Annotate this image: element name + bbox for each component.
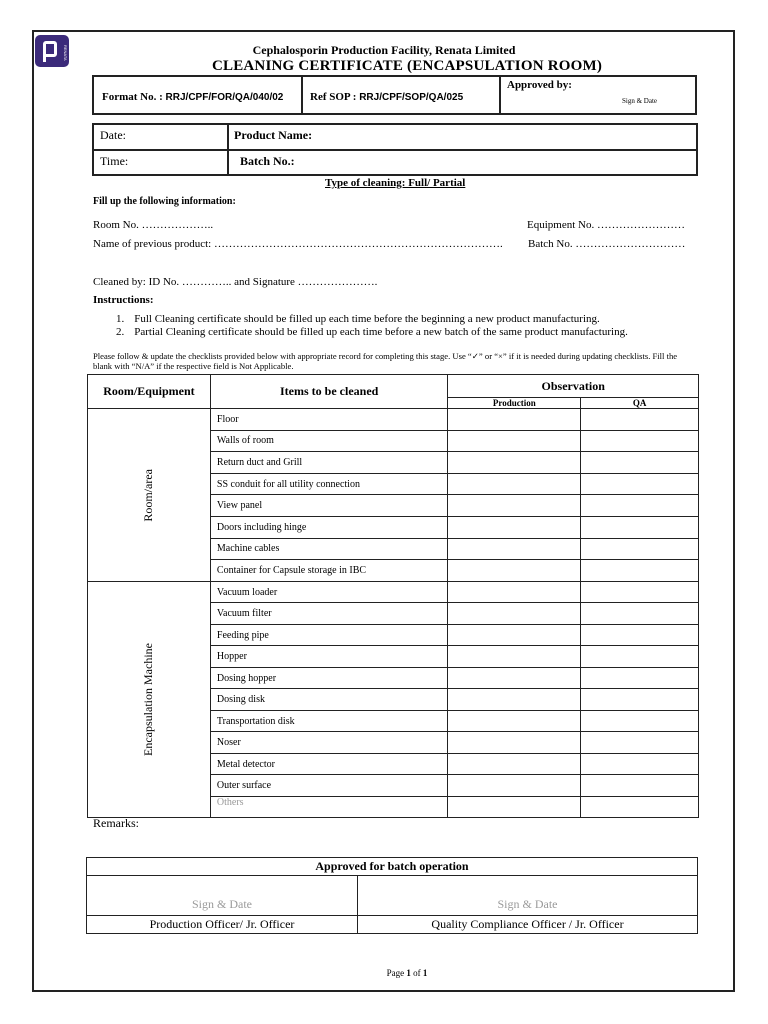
production-cell[interactable] [448,560,581,582]
qa-cell[interactable] [581,473,699,495]
type-of-cleaning: Type of cleaning: Full/ Partial [325,177,466,189]
ref-value: RRJ/CPF/SOP/QA/025 [359,92,464,103]
qa-cell[interactable] [581,603,699,625]
col-items-to-clean: Items to be cleaned [210,375,448,409]
qa-cell[interactable] [581,516,699,538]
production-cell[interactable] [448,495,581,517]
qa-cell[interactable] [581,796,699,818]
group-room-area [88,409,699,582]
qa-cell[interactable] [581,495,699,517]
item-cell: Metal detector [210,753,448,775]
production-cell[interactable] [448,624,581,646]
production-cell[interactable] [448,538,581,560]
qa-cell[interactable] [581,753,699,775]
approved-sign-date: Sign & Date [622,97,657,105]
approved-by-label: Approved by: [507,79,572,91]
document-title: CLEANING CERTIFICATE (ENCAPSULATION ROOM) [211,58,603,74]
format-no [102,87,283,105]
table-row [88,409,699,431]
item-cell: SS conduit for all utility connection [210,473,448,495]
production-cell[interactable] [448,516,581,538]
remarks-label: Remarks: [93,816,139,830]
item-cell: View panel [210,495,448,517]
production-cell[interactable] [448,430,581,452]
group-encapsulation-machine [88,581,699,818]
qa-cell[interactable] [581,430,699,452]
info-box [92,123,698,176]
date-field[interactable]: Date: [100,128,126,142]
qa-cell[interactable] [581,560,699,582]
qa-cell[interactable] [581,689,699,711]
item-cell: Vacuum loader [210,581,448,603]
qa-cell[interactable] [581,667,699,689]
col-production: Production [448,398,581,409]
item-cell: Hopper [210,646,448,668]
qa-cell[interactable] [581,775,699,797]
item-cell: Walls of room [210,430,448,452]
prev-batch-no-field[interactable]: Batch No. ………………………… [528,238,686,250]
item-cell: Feeding pipe [210,624,448,646]
production-cell[interactable] [448,452,581,474]
production-cell[interactable] [448,646,581,668]
table-row [88,581,699,603]
qa-officer-label: Quality Compliance Officer / Jr. Officer [358,916,698,934]
production-cell[interactable] [448,753,581,775]
fill-up-heading: Fill up the following information: [93,196,236,207]
ref-sop [310,87,463,105]
instruction-2: 2. Partial Cleaning certificate should be filled up each time before a new batch of the same product manufacturing. [116,326,628,338]
production-cell[interactable] [448,732,581,754]
qa-cell[interactable] [581,452,699,474]
format-value: RRJ/CPF/FOR/QA/040/02 [165,92,284,103]
production-cell[interactable] [448,689,581,711]
approval-table [86,857,698,934]
group-label: Encapsulation Machine [141,643,156,756]
col-qa: QA [581,398,699,409]
item-cell: Machine cables [210,538,448,560]
item-cell: Dosing disk [210,689,448,711]
page-footer: Page 1 of 1 [386,968,428,978]
company-name: Cephalosporin Production Facility, Renata Limited [252,43,516,57]
qa-cell[interactable] [581,581,699,603]
qa-cell[interactable] [581,710,699,732]
col-observation: Observation [448,375,699,398]
product-name-field[interactable]: Product Name: [234,128,313,142]
qa-cell[interactable] [581,732,699,754]
time-field[interactable]: Time: [100,154,129,168]
equipment-no-field[interactable]: Equipment No. …………………… [527,219,685,231]
instruction-1: 1. Full Cleaning certificate should be filled up each time before the beginning a new product manufacturing. [116,313,600,325]
production-cell[interactable] [448,667,581,689]
group-label: Room/area [141,468,156,522]
batch-no-field[interactable]: Batch No.: [240,154,295,168]
production-officer-label: Production Officer/ Jr. Officer [87,916,358,934]
production-cell[interactable] [448,710,581,732]
previous-product-field[interactable]: Name of previous product: ……………………………………………………………………. [93,238,503,250]
format-box [92,75,697,115]
item-cell: Floor [210,409,448,431]
item-cell: Container for Capsule storage in IBC [210,560,448,582]
qa-cell[interactable] [581,538,699,560]
group-label-cell [88,581,211,818]
approval-heading: Approved for batch operation [87,858,698,876]
item-cell: Noser [210,732,448,754]
item-cell: Outer surface [210,775,448,797]
logo-text: RENATA [63,45,68,61]
cleaned-by-field[interactable]: Cleaned by: ID No. ………….. and Signature …………………. [93,276,378,288]
qa-cell[interactable] [581,646,699,668]
production-cell[interactable] [448,473,581,495]
item-cell: Vacuum filter [210,603,448,625]
room-no-field[interactable]: Room No. ……………….. [93,219,214,231]
qa-sign-field[interactable]: Sign & Date [358,876,698,916]
production-cell[interactable] [448,796,581,818]
item-cell: Doors including hinge [210,516,448,538]
group-label-cell [88,409,211,582]
item-cell: Return duct and Grill [210,452,448,474]
item-cell: Others [210,796,448,818]
qa-cell[interactable] [581,409,699,431]
checklist-table [87,374,699,818]
production-cell[interactable] [448,603,581,625]
production-cell[interactable] [448,409,581,431]
format-label: Format No. : [102,91,166,103]
checklist-note: Please follow & update the checklists provided below with appropriate record for completing this stage. Use “✓” or “×” if it is needed during updating checklists. Fill the blank with “N/A” if the respective field is Not Applicable. [93,351,678,371]
instructions-heading: Instructions: [93,294,154,306]
production-cell[interactable] [448,581,581,603]
col-room-equipment: Room/Equipment [88,375,211,409]
production-sign-field[interactable]: Sign & Date [87,876,358,916]
qa-cell[interactable] [581,624,699,646]
production-cell[interactable] [448,775,581,797]
item-cell: Transportation disk [210,710,448,732]
item-cell: Dosing hopper [210,667,448,689]
ref-label: Ref SOP : [310,91,360,103]
